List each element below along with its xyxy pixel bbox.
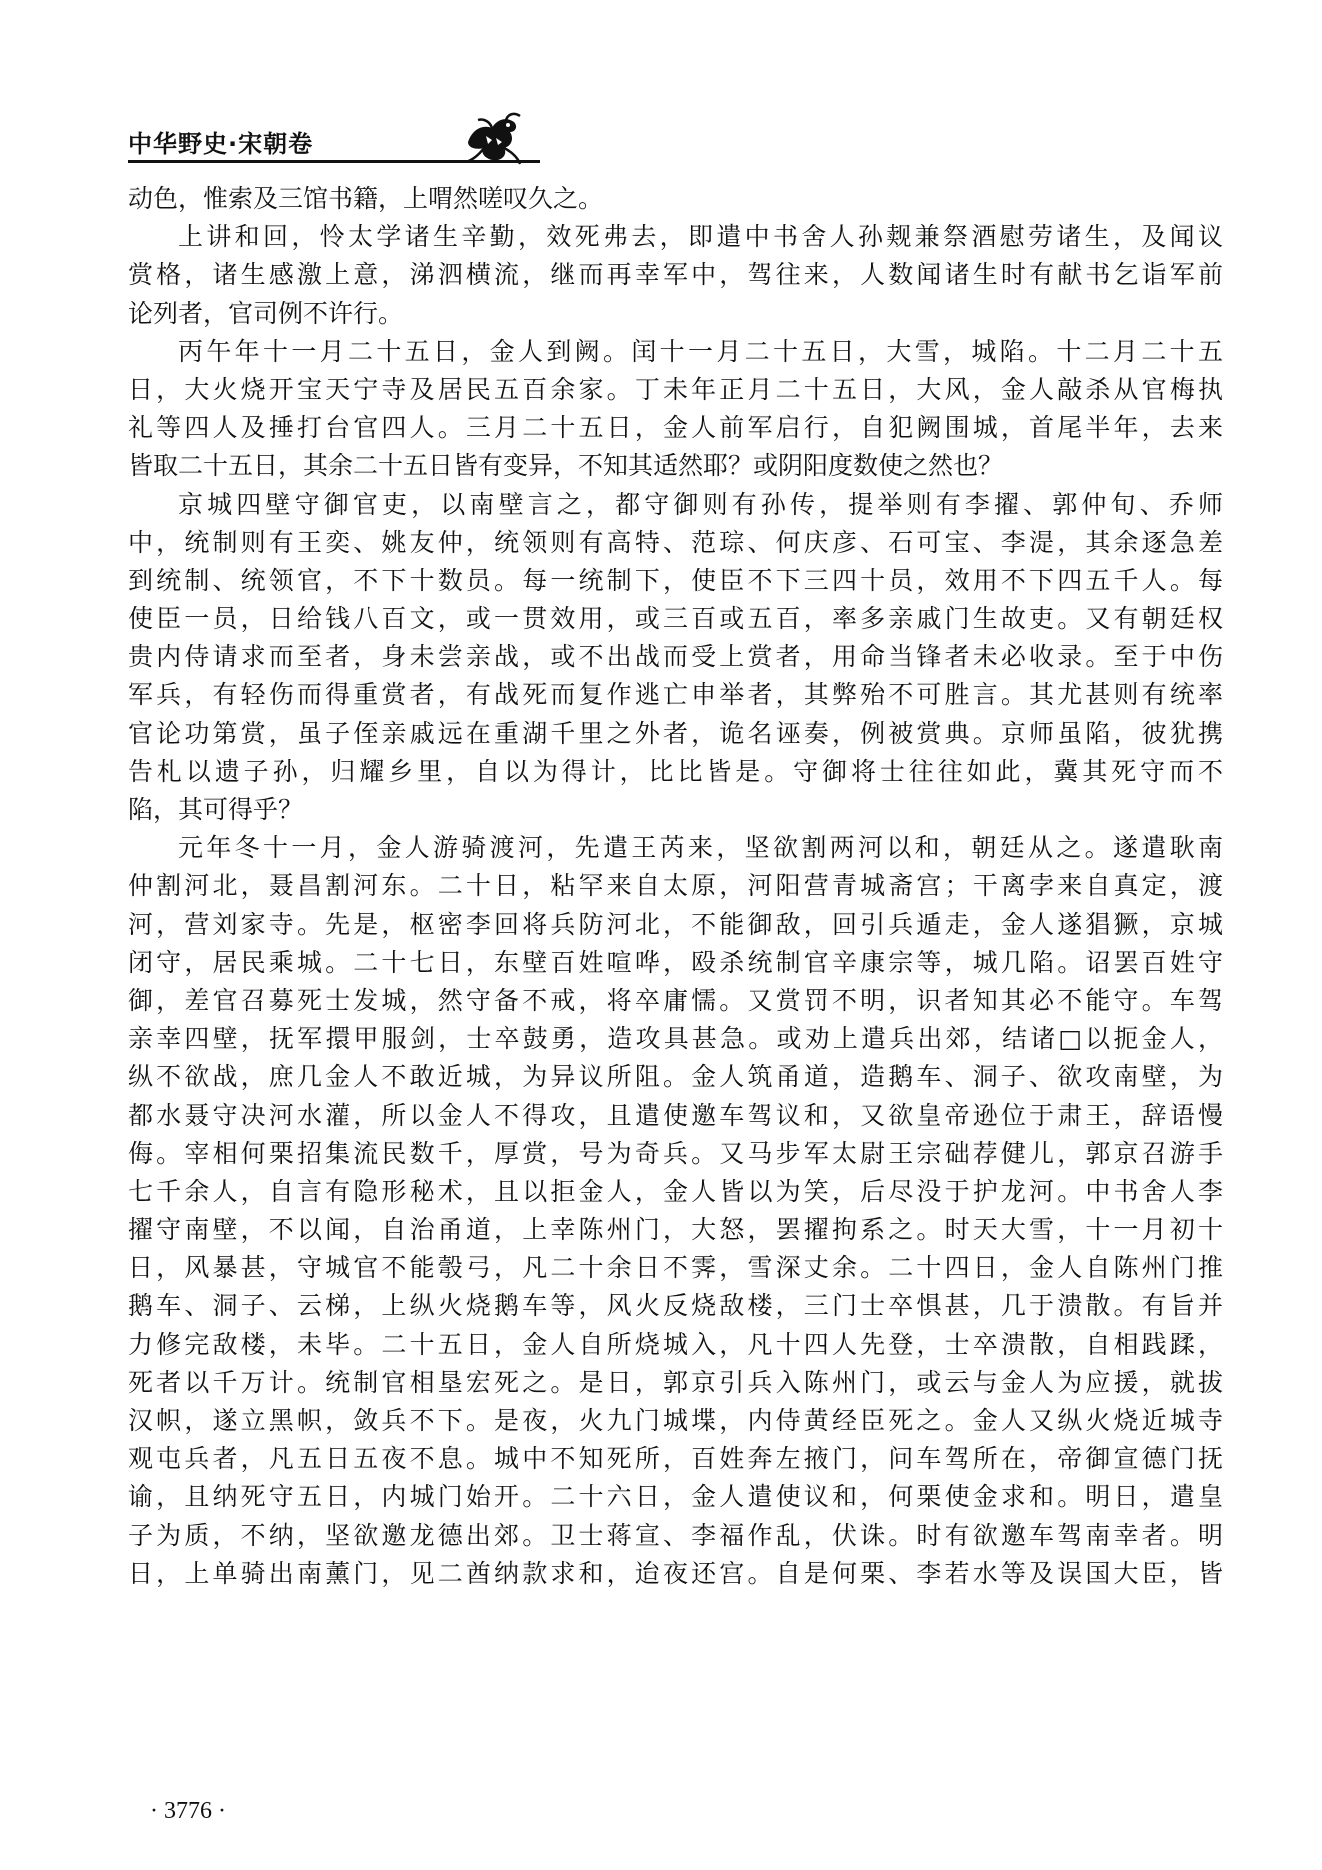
text-line: 皆取二十五日，其余二十五日皆有变异，不知其适然耶？或阴阳度数使之然也？	[128, 451, 1004, 481]
text-line: 都水聂守决河水灌，所以金人不得攻，且遣使邀车驾议和，又欲皇帝逊位于肃王，辞语慢	[128, 1100, 1223, 1130]
body-text	[128, 180, 1223, 1593]
text-line: 日，上单骑出南薰门，见二酋纳款求和，迨夜还宫。自是何栗、李若水等及误国大臣，皆	[128, 1558, 1223, 1588]
text-line: 日，风暴甚，守城官不能彀弓，凡二十余日不霁，雪深丈余。二十四日，金人自陈州门推	[128, 1253, 1223, 1283]
text-line: 使臣一员，日给钱八百文，或一贯效用，或三百或五百，率多亲戚门生故吏。又有朝廷权	[128, 604, 1223, 634]
text-line: 上讲和回，怜太学诸生辛勤，效死弗去，即遣中书舍人孙觌兼祭酒慰劳诸生，及闻议	[178, 222, 1223, 252]
text-line: 汉帜，遂立黑帜，敛兵不下。是夜，火九门城堞，内侍黄经臣死之。金人又纵火烧近城寺	[128, 1406, 1223, 1435]
text-line: 亲幸四壁，抚军擐甲服剑，士卒鼓勇，造攻具甚急。或劝上遣兵出郊，结诸□以扼金人，	[128, 1024, 1223, 1054]
text-line: 告札以遗子孙，归耀乡里，自以为得计，比比皆是。守御将士往往如此，冀其死守而不	[128, 756, 1223, 786]
text-line: 礼等四人及捶打台官四人。三月二十五日，金人前军启行，自犯阙围城，首尾半年，去来	[128, 413, 1223, 443]
text-line: 军兵，有轻伤而得重赏者，有战死而复作逃亡申举者，其弊殆不可胜言。其尤甚则有统率	[128, 680, 1223, 710]
text-line: 动色，惟索及三馆书籍，上喟然嗟叹久之。	[128, 184, 604, 213]
text-line: 元年冬十一月，金人游骑渡河，先遣王芮来，坚欲割两河以和，朝廷从之。遂遣耿南	[178, 833, 1223, 863]
text-line: 到统制、统领官，不下十数员。每一统制下，使臣不下三四十员，效用不下四五千人。每	[128, 565, 1223, 595]
text-line: 丙午年十一月二十五日，金人到阙。闰十一月二十五日，大雪，城陷。十二月二十五	[178, 336, 1223, 366]
text-line: 谕，且纳死守五日，内城门始开。二十六日，金人遣使议和，何栗使金求和。明日，遣皇	[128, 1482, 1223, 1512]
dragon-emblem-icon	[462, 112, 524, 166]
text-line: 七千余人，自言有隐形秘术，且以拒金人，金人皆以为笑，后尽没于护龙河。中书舍人李	[128, 1176, 1223, 1206]
text-line: 侮。宰相何栗招集流民数千，厚赏，号为奇兵。又马步军太尉王宗础荐健儿，郭京召游手	[128, 1138, 1223, 1168]
text-line: 擢守南壁，不以闻，自治甬道，上幸陈州门，大怒，罢擢拘系之。时天大雪，十一月初十	[128, 1215, 1223, 1245]
text-line: 贵内侍请求而至者，身未尝亲战，或不出战而受上赏者，用命当锋者未必收录。至于中伤	[128, 642, 1223, 672]
header-rule	[128, 160, 540, 163]
text-line: 观屯兵者，凡五日五夜不息。城中不知死所，百姓奔左掖门，问车驾所在，帝御宣德门抚	[128, 1444, 1223, 1474]
book-title: 中华野史·宋朝卷	[128, 130, 314, 158]
text-line: 日，大火烧开宝天宁寺及居民五百余家。丁未年正月二十五日，大风，金人敲杀从官梅执	[128, 374, 1223, 404]
running-header	[128, 118, 540, 170]
text-line: 子为质，不纳，坚欲邀龙德出郊。卫士蒋宣、李福作乱，伏诛。时有欲邀车驾南幸者。明	[128, 1520, 1223, 1550]
text-line: 赏格，诸生感激上意，涕泗横流，继而再幸军中，驾往来，人数闻诸生时有献书乞诣军前	[128, 260, 1223, 290]
text-line: 死者以千万计。统制官相垦宏死之。是日，郭京引兵入陈州门，或云与金人为应援，就拔	[128, 1367, 1223, 1397]
text-line: 论列者，官司例不许行。	[128, 298, 404, 328]
text-line: 陷，其可得乎？	[128, 795, 304, 824]
text-line: 鹅车、洞子、云梯，上纵火烧鹅车等，风火反烧敌楼，三门士卒惧甚，几于溃散。有旨并	[128, 1291, 1223, 1321]
text-line: 仲割河北，聂昌割河东。二十日，粘罕来自太原，河阳营青城斋宫；干离孛来自真定，渡	[128, 871, 1223, 901]
text-line: 京城四壁守御官吏，以南壁言之，都守御则有孙传，提举则有李擢、郭仲旬、乔师	[178, 489, 1223, 519]
text-line: 御，差官召募死士发城，然守备不戒，将卒庸懦。又赏罚不明，识者知其必不能守。车驾	[128, 985, 1223, 1015]
text-line: 中，统制则有王奕、姚友仲，统领则有高特、范琮、何庆彦、石可宝、李湜，其余逐急差	[128, 527, 1223, 557]
text-line: 力修完敌楼，未毕。二十五日，金人自所烧城入，凡十四人先登，士卒溃散，自相践蹂，	[128, 1329, 1223, 1359]
text-line: 官论功第赏，虽子侄亲戚远在重湖千里之外者，诡名诬奏，例被赏典。京师虽陷，彼犹携	[128, 718, 1223, 748]
text-line: 纵不欲战，庶几金人不敢近城，为异议所阻。金人筑甬道，造鹅车、洞子、欲攻南壁，为	[128, 1062, 1223, 1092]
page-number: · 3776 ·	[150, 1798, 226, 1824]
text-line: 河，营刘家寺。先是，枢密李回将兵防河北，不能御敌，回引兵遁走，金人遂猖獗，京城	[128, 909, 1223, 939]
text-line: 闭守，居民乘城。二十七日，东壁百姓喧哗，殴杀统制官辛康宗等，城几陷。诏罢百姓守	[128, 947, 1223, 977]
